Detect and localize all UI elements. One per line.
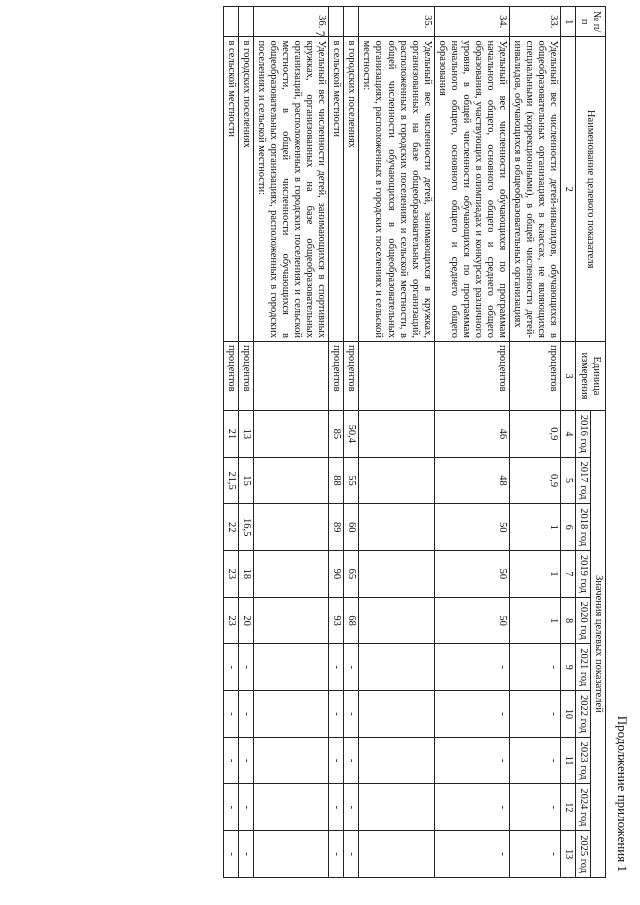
row-value: - <box>344 784 359 831</box>
row-value: - <box>329 784 344 831</box>
row-value: 15 <box>238 457 253 504</box>
row-value <box>253 644 328 691</box>
row-value: 65 <box>344 551 359 598</box>
row-value: - <box>434 691 509 738</box>
row-value: 50 <box>434 597 509 644</box>
row-value: 85 <box>329 410 344 457</box>
row-value <box>253 784 328 831</box>
header-number: № п/п <box>575 7 605 37</box>
header-year: 2019 год <box>575 551 590 598</box>
header-index-cell: 9 <box>561 644 576 691</box>
row-value: - <box>329 644 344 691</box>
table-row <box>223 7 238 878</box>
table-row <box>329 7 344 878</box>
row-value: 22 <box>223 504 238 551</box>
row-value: 68 <box>344 597 359 644</box>
table-row <box>434 7 509 878</box>
row-value: 20 <box>238 597 253 644</box>
row-unit <box>359 341 434 410</box>
header-index-cell: 2 <box>561 37 576 342</box>
row-value <box>359 597 434 644</box>
table-row <box>510 7 561 878</box>
table-row <box>359 7 434 878</box>
row-name: в сельской местности <box>329 37 344 342</box>
row-value: - <box>344 831 359 878</box>
row-value: 1 <box>510 597 561 644</box>
row-value <box>253 551 328 598</box>
row-number: 33. <box>510 7 561 37</box>
indicators-table <box>223 6 606 878</box>
row-value <box>253 691 328 738</box>
row-value: 0,9 <box>510 457 561 504</box>
row-unit: процентов <box>510 341 561 410</box>
row-value: - <box>223 831 238 878</box>
header-year: 2016 год <box>575 410 590 457</box>
row-number <box>223 7 238 37</box>
header-year: 2022 год <box>575 691 590 738</box>
header-year: 2018 год <box>575 504 590 551</box>
row-value: 0,9 <box>510 410 561 457</box>
row-value <box>359 644 434 691</box>
row-value: - <box>510 737 561 784</box>
row-value: - <box>344 691 359 738</box>
row-value <box>359 551 434 598</box>
table-row <box>253 7 328 878</box>
header-year: 2025 год <box>575 831 590 878</box>
header-year: 2023 год <box>575 737 590 784</box>
row-number <box>238 7 253 37</box>
row-value: - <box>434 737 509 784</box>
row-value: 90 <box>329 551 344 598</box>
row-value <box>253 504 328 551</box>
header-index-cell: 11 <box>561 737 576 784</box>
row-value: 50 <box>434 504 509 551</box>
row-unit <box>253 341 328 410</box>
row-unit: процентов <box>329 341 344 410</box>
row-name: Удельный вес численности детей, занимающихся в кружках, организованных на базе общеобразовательных организаций, расположенных в городских поселениях и сельской местности, в общей численности обучающихся в общеобразовательных организациях, расположенных в городских поселениях и сельской местности: <box>359 37 434 342</box>
header-year: 2021 год <box>575 644 590 691</box>
row-number <box>329 7 344 37</box>
row-value: 21,5 <box>223 457 238 504</box>
row-value: - <box>510 831 561 878</box>
header-year: 2024 год <box>575 784 590 831</box>
row-value: - <box>434 784 509 831</box>
row-value <box>359 410 434 457</box>
row-value: - <box>238 831 253 878</box>
header-year: 2020 год <box>575 597 590 644</box>
row-unit: процентов <box>238 341 253 410</box>
row-value: - <box>238 737 253 784</box>
row-value: - <box>434 644 509 691</box>
header-index-cell: 12 <box>561 784 576 831</box>
row-value: - <box>223 691 238 738</box>
header-index-cell: 3 <box>561 341 576 410</box>
row-value: 21 <box>223 410 238 457</box>
row-value: - <box>329 831 344 878</box>
table-body <box>223 7 561 878</box>
row-value: - <box>238 644 253 691</box>
row-value: 23 <box>223 597 238 644</box>
row-value: - <box>344 644 359 691</box>
page-number: 7 <box>313 30 328 38</box>
row-number: 35. <box>359 7 434 37</box>
header-unit: Единица измерения <box>575 341 605 410</box>
row-unit: процентов <box>344 341 359 410</box>
row-value: - <box>223 737 238 784</box>
header-index-cell: 7 <box>561 551 576 598</box>
row-value <box>253 831 328 878</box>
row-value: - <box>238 784 253 831</box>
continuation-label: Продолжение приложения 1 <box>615 715 630 872</box>
row-value: - <box>510 784 561 831</box>
row-value <box>359 457 434 504</box>
table-row <box>238 7 253 878</box>
header-year: 2017 год <box>575 457 590 504</box>
header-index-cell: 1 <box>561 7 576 37</box>
row-name: в сельской местности <box>223 37 238 342</box>
row-value: - <box>329 737 344 784</box>
row-value: 23 <box>223 551 238 598</box>
rotated-page <box>30 0 640 880</box>
row-value: 55 <box>344 457 359 504</box>
row-value: - <box>344 737 359 784</box>
row-value: - <box>223 644 238 691</box>
row-value: 48 <box>434 457 509 504</box>
row-value: - <box>510 644 561 691</box>
header-index-cell: 8 <box>561 597 576 644</box>
row-value <box>253 457 328 504</box>
row-name: Удельный вес численности детей, занимающихся в спортивных кружках, организованных на базе общеобразовательных организаций, расположенных в городских поселениях и сельской местности, в общей численности обучающихся в общеобразовательных организациях, расположенных в городских поселениях и сельской местности: <box>253 37 328 342</box>
header-values-group: Значения целевых показателей <box>590 410 605 877</box>
row-value: - <box>434 831 509 878</box>
row-value <box>253 597 328 644</box>
row-value <box>253 410 328 457</box>
row-unit: процентов <box>223 341 238 410</box>
row-value: 46 <box>434 410 509 457</box>
row-name: Удельный вес численности детей-инвалидов, обучающихся в общеобразовательных организациях в классах, не являющихся специальными (коррекционными), в общей численности детей-инвалидов, обучающихся в общеобразовательных организациях <box>510 37 561 342</box>
row-value <box>359 504 434 551</box>
row-unit: процентов <box>434 341 509 410</box>
row-value: - <box>510 691 561 738</box>
header-index-cell: 4 <box>561 410 576 457</box>
row-value <box>359 737 434 784</box>
row-value: 50 <box>434 551 509 598</box>
row-value <box>253 737 328 784</box>
row-value: 18 <box>238 551 253 598</box>
row-value: 93 <box>329 597 344 644</box>
row-value: 1 <box>510 551 561 598</box>
row-value <box>359 831 434 878</box>
row-number: 36. <box>253 7 328 37</box>
header-name: Наименование целевого показателя <box>575 37 605 342</box>
row-value: - <box>238 691 253 738</box>
row-value <box>359 691 434 738</box>
header-index-cell: 10 <box>561 691 576 738</box>
row-number: 34. <box>434 7 509 37</box>
row-value: - <box>329 691 344 738</box>
row-name: в городских поселениях <box>344 37 359 342</box>
row-name: в городских поселениях <box>238 37 253 342</box>
row-value <box>359 784 434 831</box>
row-value: 88 <box>329 457 344 504</box>
row-number <box>344 7 359 37</box>
row-name: Удельный вес численности обучающихся по программам начального общего, основного общего и среднего общего образования, участвующих в олимпиадах и конкурсах различного уровня, в общей численности обучающихся по программам начального общего, основного общего и среднего общего образования <box>434 37 509 342</box>
row-value: - <box>223 784 238 831</box>
row-value: 13 <box>238 410 253 457</box>
header-index-cell: 5 <box>561 457 576 504</box>
header-index-row <box>561 7 576 878</box>
header-index-cell: 13 <box>561 831 576 878</box>
row-value: 1 <box>510 504 561 551</box>
table-row <box>344 7 359 878</box>
row-value: 16,5 <box>238 504 253 551</box>
row-value: 60 <box>344 504 359 551</box>
header-index-cell: 6 <box>561 504 576 551</box>
row-value: 50,4 <box>344 410 359 457</box>
row-value: 89 <box>329 504 344 551</box>
